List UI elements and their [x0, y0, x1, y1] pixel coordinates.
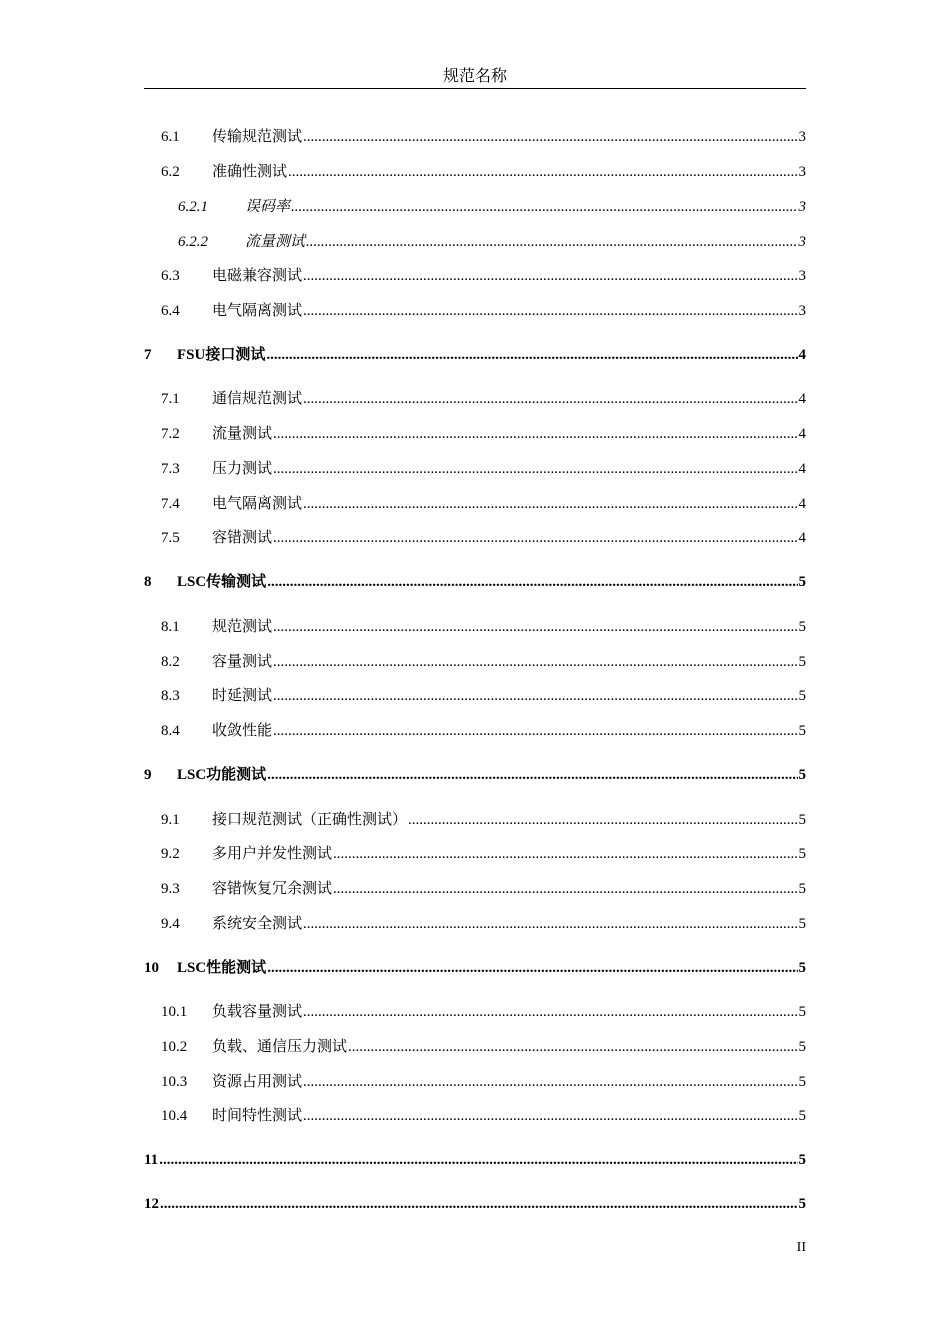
toc-entry[interactable]: [161, 127, 806, 147]
toc-entry-title: 容错测试: [212, 530, 273, 546]
dot-leader: [273, 652, 797, 672]
toc-entry[interactable]: [161, 1072, 806, 1092]
toc-entry-page: 5: [798, 619, 806, 635]
toc-entry-number: 8.4: [161, 723, 180, 739]
dot-leader: [348, 1037, 797, 1057]
toc-entry-number: 10: [144, 960, 159, 976]
dot-leader: [306, 232, 797, 252]
toc-entry-title: 负载容量测试: [212, 1004, 303, 1020]
toc-entry-title: 流量测试: [212, 426, 273, 442]
toc-entry-number: 6.2: [161, 164, 180, 180]
toc-entry-page: 5: [798, 960, 806, 976]
dot-leader: [291, 197, 797, 217]
dot-leader: [160, 1194, 798, 1214]
toc-entry-page: 4: [798, 391, 806, 407]
toc-entry-number: 8.1: [161, 619, 180, 635]
toc-entry-title: 收敛性能: [212, 723, 273, 739]
toc-entry-title: 传输规范测试: [212, 129, 303, 145]
toc-entry[interactable]: [161, 301, 806, 321]
dot-leader: [273, 424, 797, 444]
toc-entry-page: 5: [798, 846, 806, 862]
toc-entry-page: 4: [798, 496, 806, 512]
toc-entry-page: 5: [798, 688, 806, 704]
dot-leader: [267, 765, 797, 785]
toc-entry-page: 5: [798, 1074, 806, 1090]
toc-entry-title: 准确性测试: [212, 164, 288, 180]
toc-entry-title: 压力测试: [212, 461, 273, 477]
toc-entry-title: 电气隔离测试: [212, 496, 303, 512]
toc-entry-number: 10.4: [161, 1108, 188, 1124]
toc-entry-number: 9.4: [161, 916, 180, 932]
toc-entry-title: 电气隔离测试: [212, 303, 303, 319]
dot-leader: [267, 958, 797, 978]
toc-entry[interactable]: [161, 879, 806, 899]
page-number: II: [796, 1240, 806, 1255]
toc-entry-number: 12: [144, 1196, 159, 1212]
toc-entry-number: 11: [144, 1152, 159, 1168]
toc-entry-number: 8.3: [161, 688, 180, 704]
toc-entry[interactable]: [144, 958, 806, 978]
toc-entry-title: 时延测试: [212, 688, 273, 704]
toc-entry[interactable]: [178, 197, 806, 217]
toc-entry-number: 9.2: [161, 846, 180, 862]
toc-entry-page: 5: [798, 723, 806, 739]
toc-entry-number: 7.3: [161, 461, 180, 477]
toc-entry-title: 容错恢复冗余测试: [212, 881, 333, 897]
dot-leader: [303, 1072, 797, 1092]
toc-entry-page: 5: [798, 767, 806, 783]
dot-leader: [303, 266, 797, 286]
toc-entry-title: 系统安全测试: [212, 916, 303, 932]
dot-leader: [303, 914, 797, 934]
toc-entry-number: 7.5: [161, 530, 180, 546]
toc-entry[interactable]: [161, 1037, 806, 1057]
toc-entry[interactable]: [144, 765, 806, 785]
toc-entry[interactable]: [161, 1002, 806, 1022]
toc-entry-number: 6.2.2: [178, 234, 208, 250]
toc-entry-number: 7.4: [161, 496, 180, 512]
toc-entry[interactable]: [161, 389, 806, 409]
dot-leader: [273, 617, 797, 637]
toc-entry-page: 5: [798, 916, 806, 932]
toc-entry-page: 3: [798, 303, 806, 319]
toc-entry[interactable]: [144, 345, 806, 365]
toc-entry-title: 时间特性测试: [212, 1108, 303, 1124]
toc-entry-number: 7.1: [161, 391, 180, 407]
toc-entry-title: 规范测试: [212, 619, 273, 635]
toc-entry-page: 5: [798, 574, 806, 590]
toc-entry-title: 流量测试: [245, 234, 306, 250]
toc-entry-number: 9.1: [161, 812, 180, 828]
toc-entry[interactable]: [161, 459, 806, 479]
toc-entry-title: 多用户并发性测试: [212, 846, 333, 862]
toc-entry-title: 误码率: [245, 199, 291, 215]
toc-entry[interactable]: [161, 162, 806, 182]
dot-leader: [333, 879, 797, 899]
toc-entry-title: FSU接口测试: [177, 347, 266, 363]
toc-entry[interactable]: [144, 1194, 806, 1214]
toc-entry-title: 容量测试: [212, 654, 273, 670]
toc-entry-title: 接口规范测试（正确性测试）: [212, 812, 408, 828]
dot-leader: [303, 1106, 797, 1126]
toc-entry-page: 5: [798, 1039, 806, 1055]
toc-entry-page: 3: [798, 268, 806, 284]
toc-entry[interactable]: [161, 617, 806, 637]
toc-entry-number: 7: [144, 347, 152, 363]
toc-entry-number: 6.2.1: [178, 199, 208, 215]
header-title: 规范名称: [442, 68, 507, 85]
toc-entry[interactable]: [161, 914, 806, 934]
toc-entry-page: 4: [798, 530, 806, 546]
toc-entry-page: 4: [798, 461, 806, 477]
toc-entry-title: LSC传输测试: [177, 574, 267, 590]
dot-leader: [273, 686, 797, 706]
toc-entry[interactable]: [144, 1150, 806, 1170]
toc-entry-number: 9: [144, 767, 152, 783]
dot-leader: [408, 810, 797, 830]
dot-leader: [266, 345, 797, 365]
toc-entry[interactable]: [161, 844, 806, 864]
toc-entry[interactable]: [161, 652, 806, 672]
toc-entry-title: 电磁兼容测试: [212, 268, 303, 284]
toc-entry[interactable]: [161, 528, 806, 548]
toc-entry-page: 5: [798, 812, 806, 828]
dot-leader: [303, 389, 797, 409]
toc-entry[interactable]: [178, 232, 806, 252]
toc-entry-title: 资源占用测试: [212, 1074, 303, 1090]
dot-leader: [303, 494, 797, 514]
toc-entry-page: 3: [798, 234, 806, 250]
toc-entry-page: 4: [798, 426, 806, 442]
toc-entry-page: 4: [798, 347, 806, 363]
toc-entry-title: 通信规范测试: [212, 391, 303, 407]
toc-entry-page: 3: [798, 129, 806, 145]
toc-entry-page: 5: [798, 1152, 806, 1168]
dot-leader: [159, 1150, 797, 1170]
toc-entry-title: LSC功能测试: [177, 767, 267, 783]
toc-entry-number: 8.2: [161, 654, 180, 670]
toc-entry[interactable]: [161, 494, 806, 514]
toc-entry[interactable]: [161, 810, 806, 830]
toc-entry-number: 6.1: [161, 129, 180, 145]
toc-entry[interactable]: [144, 572, 806, 592]
toc-entry-number: 10.1: [161, 1004, 188, 1020]
toc-entry-number: 10.2: [161, 1039, 188, 1055]
toc-entry-title: LSC性能测试: [177, 960, 267, 976]
dot-leader: [303, 127, 797, 147]
toc-entry[interactable]: [161, 1106, 806, 1126]
toc-entry-number: 9.3: [161, 881, 180, 897]
dot-leader: [333, 844, 797, 864]
toc-entry[interactable]: [161, 686, 806, 706]
toc-entry-page: 5: [798, 1196, 806, 1212]
toc-entry-page: 3: [798, 164, 806, 180]
dot-leader: [288, 162, 797, 182]
toc-entry[interactable]: [161, 266, 806, 286]
toc-entry-number: 8: [144, 574, 152, 590]
toc-entry-number: 6.3: [161, 268, 180, 284]
dot-leader: [273, 459, 797, 479]
toc-entry[interactable]: [161, 721, 806, 741]
page-header: [144, 66, 806, 89]
dot-leader: [273, 528, 797, 548]
toc-entry-page: 3: [798, 199, 806, 215]
dot-leader: [267, 572, 797, 592]
toc-entry[interactable]: [161, 424, 806, 444]
toc-entry-page: 5: [798, 1108, 806, 1124]
toc-entry-number: 6.4: [161, 303, 180, 319]
toc-entry-title: 负载、通信压力测试: [212, 1039, 348, 1055]
dot-leader: [303, 301, 797, 321]
toc-entry-number: 7.2: [161, 426, 180, 442]
dot-leader: [303, 1002, 797, 1022]
toc-entry-page: 5: [798, 654, 806, 670]
dot-leader: [273, 721, 797, 741]
toc-entry-page: 5: [798, 1004, 806, 1020]
toc-entry-page: 5: [798, 881, 806, 897]
toc-entry-number: 10.3: [161, 1074, 188, 1090]
